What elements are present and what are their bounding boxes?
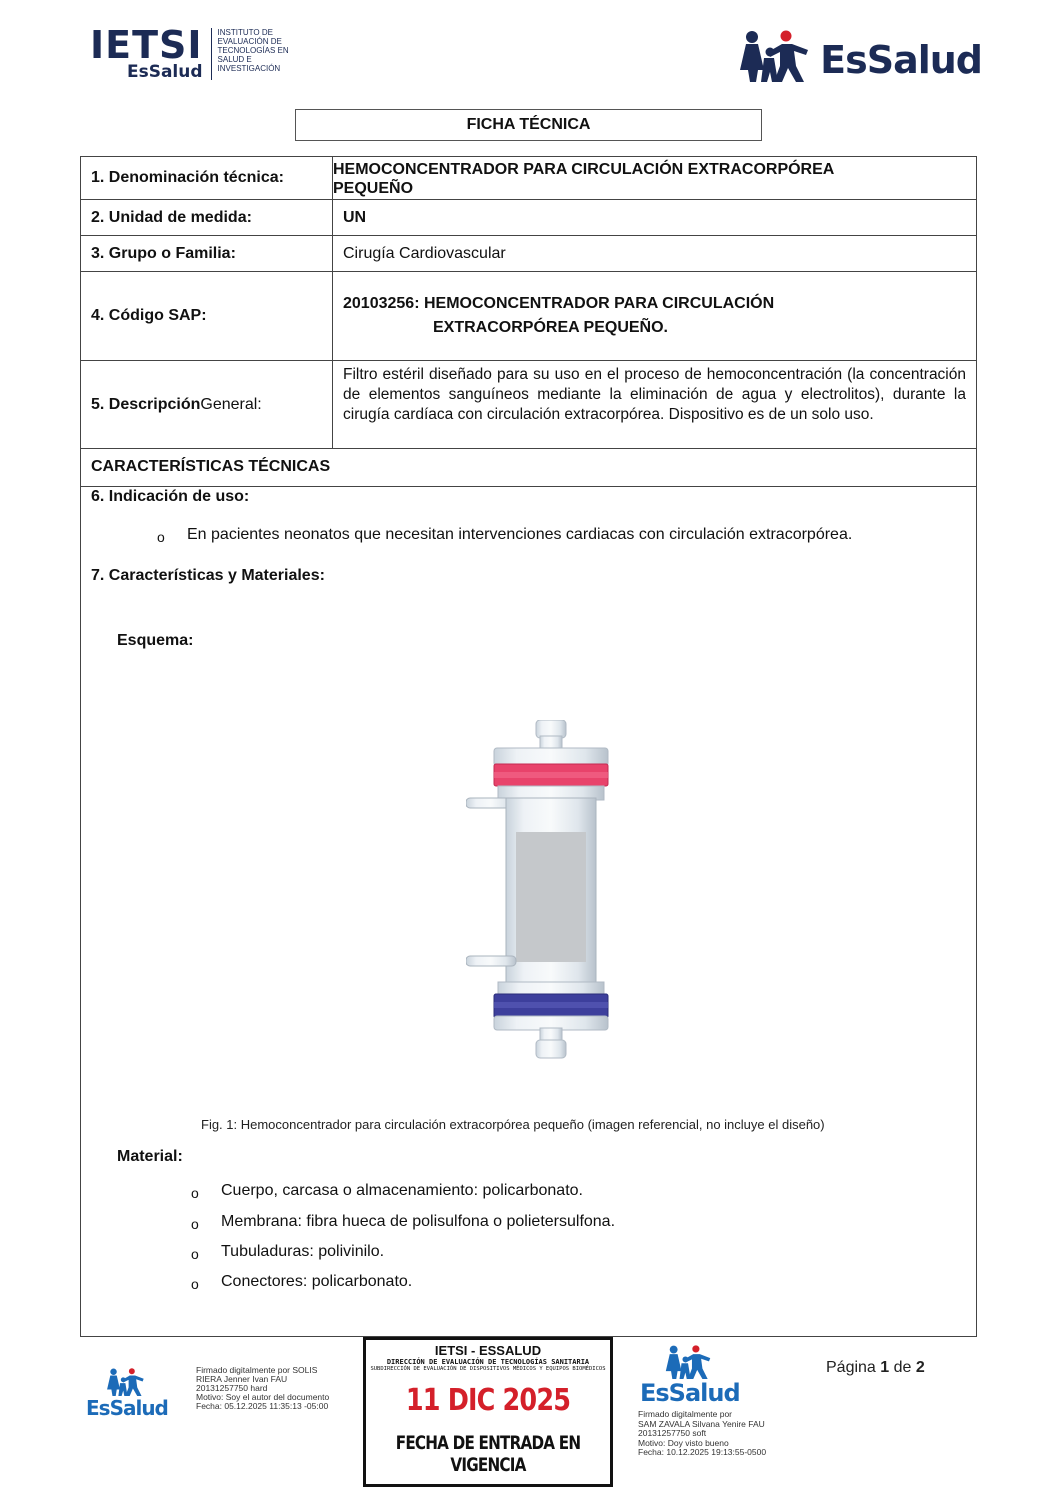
essalud-logo-text: EsSalud bbox=[820, 38, 982, 82]
footer-logo-text: EsSalud bbox=[640, 1379, 740, 1407]
esquema-label: Esquema: bbox=[117, 632, 194, 649]
stamp-title: IETSI - ESSALUD bbox=[434, 1343, 542, 1358]
indicacion-title: 6. Indicación de uso: bbox=[91, 488, 250, 505]
material-item: Conectores: policarbonato. bbox=[221, 1273, 413, 1290]
footer-essalud-logo-2 bbox=[640, 1345, 740, 1407]
stamp-date: 11 DIC 2025 bbox=[405, 1383, 571, 1418]
family-icon bbox=[105, 1368, 149, 1396]
bullet-icon: o bbox=[191, 1185, 199, 1201]
figure-caption: Fig. 1: Hemoconcentrador para circulación extracorpórea pequeño (imagen referencial, no incluye el diseño) bbox=[201, 1117, 825, 1132]
stamp-direction: DIRECCIÓN DE EVALUACIÓN DE TECNOLOGÍAS SANITARIA bbox=[386, 1358, 590, 1366]
ietsi-institute-name: INSTITUTO DE EVALUACIÓN DE TECNOLOGÍAS EN SALUD E INVESTIGACIÓN bbox=[217, 28, 289, 73]
row-codigo-sap bbox=[81, 272, 976, 361]
material-title: Material: bbox=[117, 1148, 183, 1165]
spec-sheet bbox=[80, 156, 977, 1337]
digital-signature-2: Firmado digitalmente por SAM ZAVALA Silvana Yenire FAU 20131257750 soft Motivo: Doy visto bueno Fecha: 10.12.2025 19:13:55-0500 bbox=[638, 1409, 767, 1457]
bullet-icon: o bbox=[157, 529, 165, 545]
caracteristicas-title: 7. Características y Materiales: bbox=[91, 567, 325, 584]
stamp-validity-label: FECHA DE ENTRADA EN VIGENCIA bbox=[395, 1432, 581, 1476]
ietsi-logo-subtext: EsSalud bbox=[126, 62, 203, 82]
section-header: CARACTERÍSTICAS TÉCNICAS bbox=[81, 449, 976, 487]
validity-stamp bbox=[363, 1337, 613, 1487]
logo-divider bbox=[211, 28, 212, 80]
row-value: Cirugía Cardiovascular bbox=[343, 244, 506, 262]
ietsi-logo bbox=[90, 23, 289, 82]
footer-essalud-logo bbox=[86, 1368, 168, 1420]
indicacion-text: En pacientes neonatos que necesitan intervenciones cardiacas con circulación extracorpórea. bbox=[187, 526, 853, 543]
page-number: Página 1 de 2 bbox=[826, 1359, 925, 1376]
row-label: 2. Unidad de medida: bbox=[81, 200, 333, 235]
ietsi-logo-text: IETSI bbox=[90, 23, 203, 67]
material-item: Membrana: fibra hueca de polisulfona o polietersulfona. bbox=[221, 1213, 616, 1230]
stamp-subdirection: SUBDIRECCIÓN DE EVALUACIÓN DE DISPOSITIVOS MÉDICOS Y EQUIPOS BIOMÉDICOS bbox=[370, 1366, 606, 1372]
row-label: 4. Código SAP: bbox=[81, 272, 333, 360]
row-label: 3. Grupo o Familia: bbox=[81, 236, 333, 271]
row-grupo bbox=[81, 236, 976, 272]
material-item: Cuerpo, carcasa o almacenamiento: policarbonato. bbox=[221, 1182, 583, 1199]
row-denominacion bbox=[81, 157, 976, 200]
hemoconcentrator-image bbox=[466, 720, 626, 1060]
row-label: 5. Descripción General: bbox=[81, 361, 333, 448]
digital-signature-1: Firmado digitalmente por SOLIS RIERA Jenner Ivan FAU 20131257750 hard Motivo: Soy el autor del documento Fecha: 05.12.2025 11:35:13 -05:00 bbox=[196, 1365, 330, 1411]
document-title: FICHA TÉCNICA bbox=[295, 109, 762, 141]
bullet-icon: o bbox=[191, 1216, 199, 1232]
row-value: UN bbox=[343, 208, 367, 226]
footer-logo-text: EsSalud bbox=[86, 1396, 168, 1420]
family-icon bbox=[664, 1345, 716, 1379]
row-label: 1. Denominación técnica: bbox=[81, 157, 333, 199]
material-item: Tubuladuras: polivinilo. bbox=[221, 1243, 385, 1260]
row-unidad bbox=[81, 200, 976, 236]
bullet-icon: o bbox=[191, 1276, 199, 1292]
row-value: 20103256: HEMOCONCENTRADOR PARA CIRCULACIÓN EXTRACORPÓREA PEQUEÑO. bbox=[343, 295, 775, 336]
row-value: HEMOCONCENTRADOR PARA CIRCULACIÓN EXTRACORPÓREA PEQUEÑO bbox=[333, 161, 835, 197]
row-value: Filtro estéril diseñado para su uso en el proceso de hemoconcentración (la concentración de elementos sanguíneos mediante la eliminación de agua y electrolitos), durante la cirugía cardíaca con circulación extracorpórea. Dispositivo es de un solo uso. bbox=[343, 366, 966, 423]
row-descripcion bbox=[81, 361, 976, 449]
family-icon bbox=[738, 30, 816, 82]
bullet-icon: o bbox=[191, 1246, 199, 1262]
essalud-logo bbox=[738, 30, 982, 82]
